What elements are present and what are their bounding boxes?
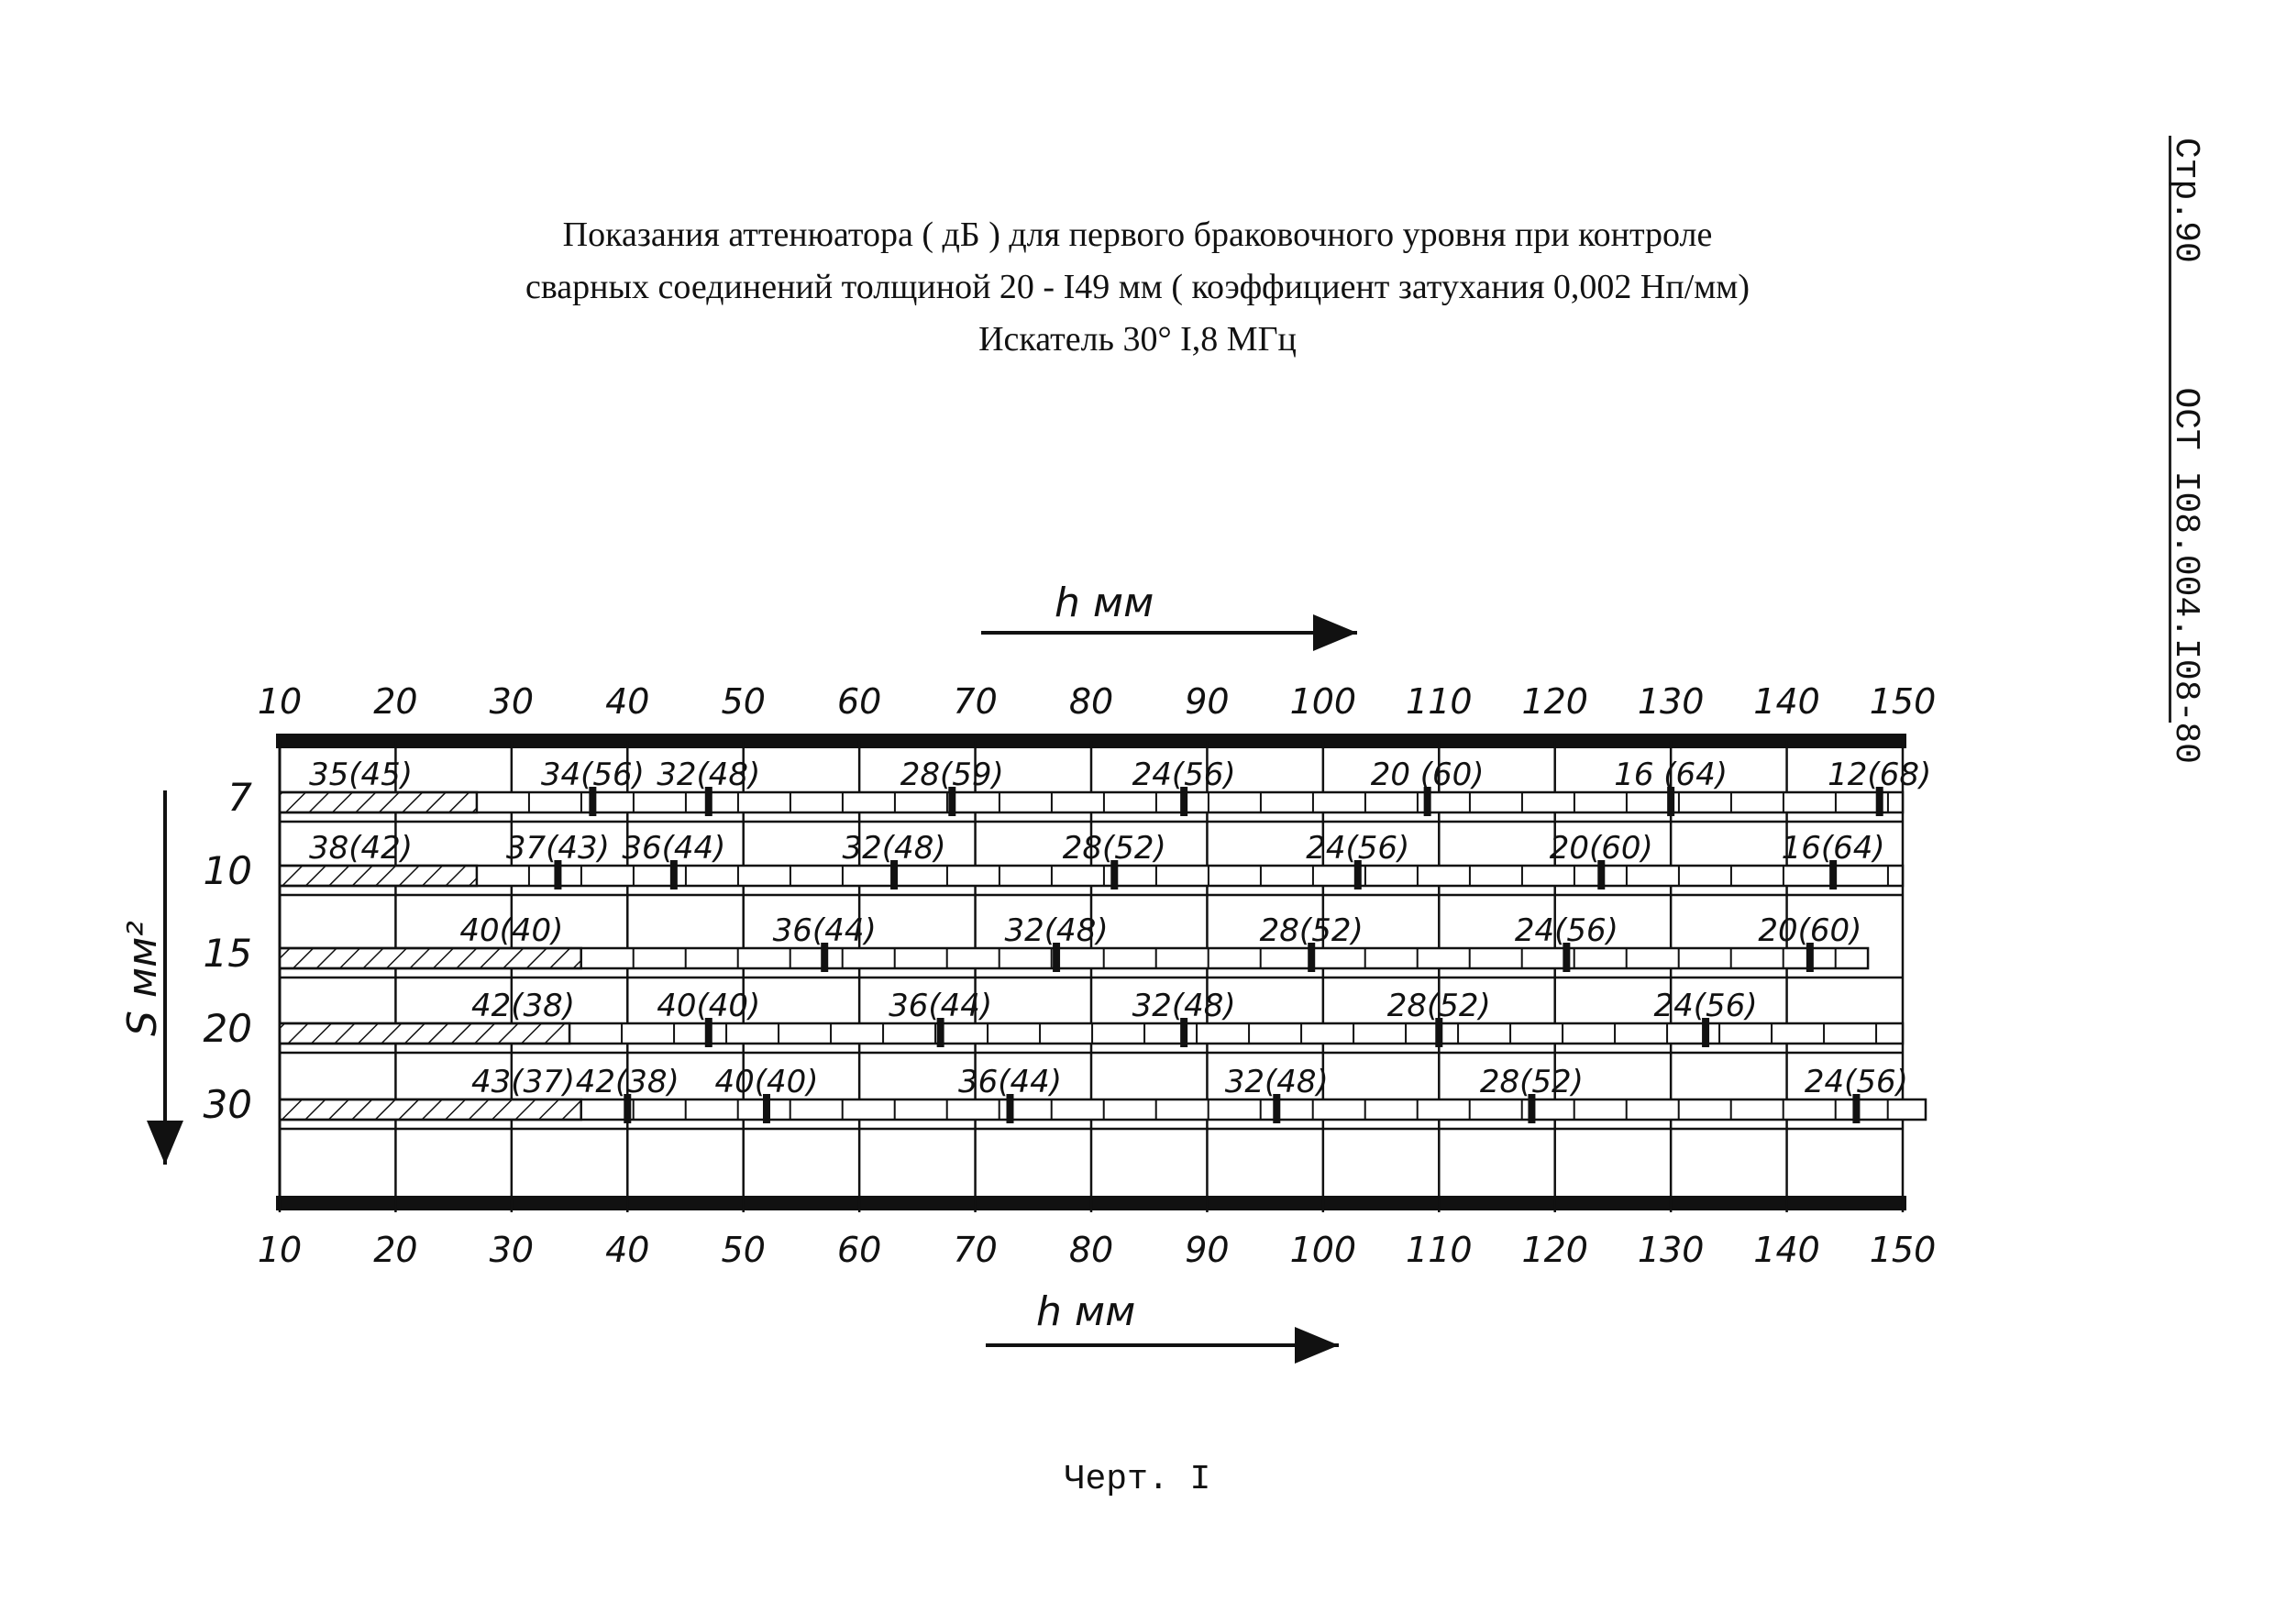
row-s-label: 30 [203,1082,252,1127]
reading-label: 28(52) [1479,1064,1584,1100]
reading-label: 36(44) [772,912,877,949]
reading-label: 28(59) [900,757,1004,793]
reading-label: 32(48) [1132,988,1236,1024]
attenuation-bar [280,792,1903,812]
tick-label-bottom: 60 [836,1230,882,1270]
reading-label: 16 (64) [1614,757,1728,793]
reading-label: 28(52) [1259,912,1364,949]
reading-label: 34(56) [540,757,645,793]
row-s-30 [204,1064,1926,1129]
tick-label-top: 70 [953,681,998,722]
left-axis-label: S мм² [119,921,166,1036]
tick-label-top: 110 [1406,681,1473,722]
reading-label: 32(48) [657,757,761,793]
reading-label: 20(60) [1549,830,1653,867]
reading-label: 16(64) [1781,830,1885,867]
reading-label: 42(38) [470,988,576,1024]
reading-label: 24(56) [1306,830,1410,867]
attenuation-bar [280,866,1903,886]
reading-label: 28(52) [1386,988,1491,1024]
tick-label-bottom: 40 [605,1230,650,1270]
reading-label: 36(44) [622,830,726,867]
bottom-axis-label: h мм [1036,1288,1136,1335]
reading-label: 24(56) [1514,912,1618,949]
reading-label: 24(56) [1132,757,1236,793]
tick-label-top: 30 [489,681,535,722]
standard-number: ОСТ I08.004.I08-80 [2166,387,2205,764]
dead-zone-hatch [280,792,477,812]
row-s-15 [204,912,1903,978]
dead-zone-hatch [280,1023,569,1044]
reading-label: 24(56) [1653,988,1758,1024]
reading-label: 40(40) [657,988,761,1024]
row-s-20 [204,988,1903,1053]
tick-label-top: 140 [1753,681,1820,722]
tick-label-top: 80 [1068,681,1114,722]
row-s-label: 20 [203,1006,252,1051]
reading-label: 24(56) [1804,1064,1908,1100]
tick-label-bottom: 30 [489,1230,535,1270]
title-line-1: Показания аттенюатора ( дБ ) для первого браковочного уровня при контроле [562,215,1713,254]
reading-label: 43(37) [470,1064,576,1100]
tick-label-bottom: 130 [1637,1230,1705,1270]
reading-label: 40(40) [714,1064,819,1100]
reading-label: 37(43) [505,830,610,867]
tick-label-bottom: 80 [1068,1230,1114,1270]
tick-label-top: 120 [1521,681,1588,722]
reading-label: 35(45) [308,757,414,793]
row-s-label: 10 [203,848,252,893]
tick-label-bottom: 10 [257,1230,303,1270]
reading-label: 28(52) [1062,830,1166,867]
reading-label: 42(38) [575,1064,679,1100]
tick-label-top: 100 [1289,681,1357,722]
reading-label: 32(48) [1224,1064,1329,1100]
tick-label-top: 130 [1637,681,1705,722]
tick-label-top: 90 [1185,681,1230,722]
tick-label-bottom: 50 [721,1230,766,1270]
dead-zone-hatch [280,948,581,968]
dead-zone-hatch [280,1099,581,1120]
tick-label-top: 10 [257,681,303,722]
title-line-3: Искатель 30° I,8 МГц [978,320,1297,359]
tick-label-top: 150 [1869,681,1937,722]
tick-label-bottom: 140 [1753,1230,1820,1270]
title-line-2: сварных соединений толщиной 20 - I49 мм ( коэффициент затухания 0,002 Нп/мм) [525,268,1750,306]
tick-label-top: 60 [836,681,882,722]
reading-label: 12(68) [1828,757,1932,793]
reading-label: 32(48) [1004,912,1109,949]
row-s-label: 15 [203,931,252,976]
reading-label: 32(48) [842,830,946,867]
tick-label-bottom: 20 [373,1230,418,1270]
reading-label: 36(44) [889,988,993,1024]
tick-label-bottom: 120 [1521,1230,1588,1270]
row-s-label: 7 [227,775,252,820]
row-s-10 [204,830,1903,895]
reading-label: 38(42) [308,830,414,867]
figure-caption: Черт. I [1064,1460,1211,1499]
tick-label-bottom: 100 [1289,1230,1357,1270]
page-number: Стр.90 [2166,138,2205,263]
tick-label-top: 50 [721,681,766,722]
dead-zone-hatch [280,866,477,886]
tick-label-bottom: 110 [1406,1230,1473,1270]
tick-label-bottom: 90 [1185,1230,1230,1270]
top-axis-label: h мм [1055,580,1154,626]
reading-label: 40(40) [459,912,564,949]
reading-label: 36(44) [957,1064,1063,1100]
tick-label-top: 20 [373,681,418,722]
tick-label-top: 40 [605,681,650,722]
row-s-7 [227,757,1931,822]
reading-label: 20(60) [1758,912,1862,949]
reading-label: 20 (60) [1370,757,1485,793]
tick-label-bottom: 150 [1869,1230,1937,1270]
tick-label-bottom: 70 [953,1230,998,1270]
